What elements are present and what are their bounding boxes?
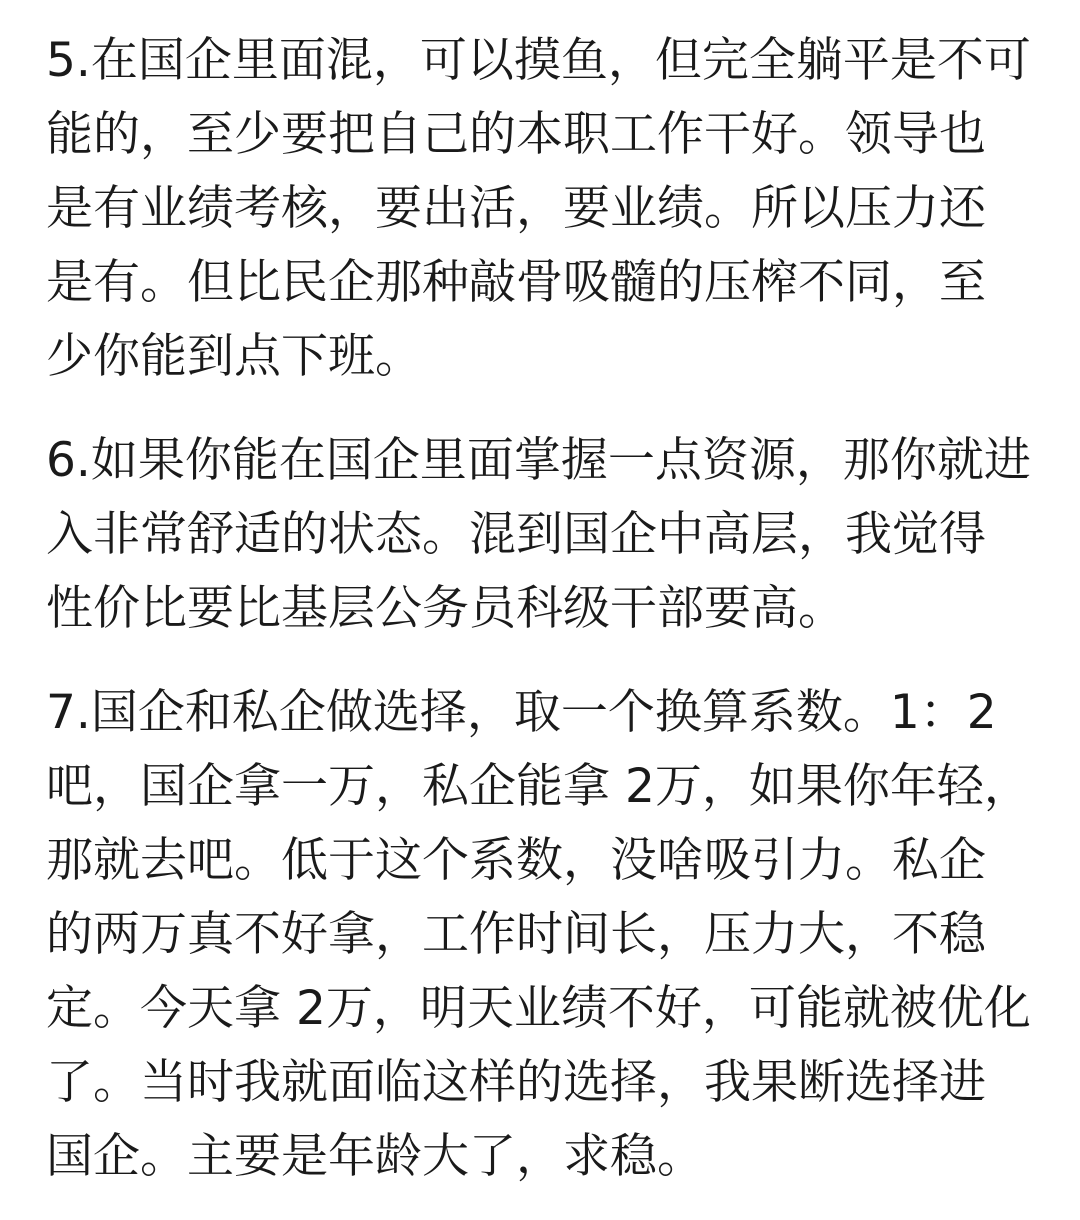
text-line: 定。今天拿 2万，明天业绩不好，可能就被优化 bbox=[46, 981, 1031, 1036]
text-line: 国企。主要是年龄大了，求稳。 bbox=[46, 1129, 704, 1184]
text-line: 性价比要比基层公务员科级干部要高。 bbox=[46, 581, 845, 636]
text-line: 了。当时我就面临这样的选择，我果断选择进 bbox=[46, 1055, 986, 1110]
text-line: 入非常舒适的状态。混到国企中高层，我觉得 bbox=[46, 507, 986, 562]
text-line: 那就去吧。低于这个系数，没啥吸引力。私企 bbox=[46, 833, 986, 888]
text-line: 的两万真不好拿，工作时间长，压力大，不稳 bbox=[46, 907, 986, 962]
paragraph-5 bbox=[46, 24, 1046, 394]
text-line: 6.如果你能在国企里面掌握一点资源，那你就进 bbox=[46, 433, 1031, 488]
paragraph-7 bbox=[46, 676, 1046, 1194]
article-body bbox=[46, 24, 1046, 1194]
text-line: 5.在国企里面混，可以摸鱼，但完全躺平是不可 bbox=[46, 33, 1031, 88]
text-line: 吧，国企拿一万，私企能拿 2万，如果你年轻， bbox=[46, 759, 1031, 814]
text-line: 是有。但比民企那种敲骨吸髓的压榨不同，至 bbox=[46, 255, 986, 310]
paragraph-6 bbox=[46, 424, 1046, 646]
text-line: 是有业绩考核，要出活，要业绩。所以压力还 bbox=[46, 181, 986, 236]
text-line: 少你能到点下班。 bbox=[46, 329, 422, 384]
text-line: 7.国企和私企做选择，取一个换算系数。1：2 bbox=[46, 685, 997, 740]
text-line: 能的，至少要把自己的本职工作干好。领导也 bbox=[46, 107, 986, 162]
